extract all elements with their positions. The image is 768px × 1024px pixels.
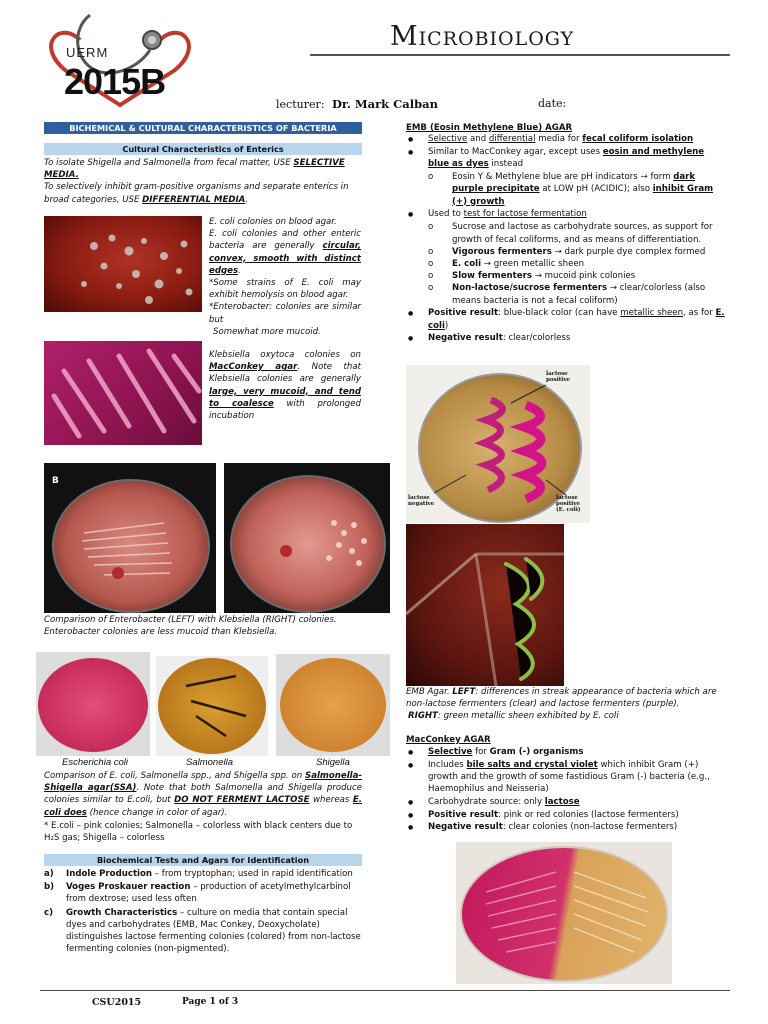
footer-code: CSU2015 — [92, 997, 142, 1008]
mac-item-negative: ● Negative result: clear colonies (non-lactose fermenters) — [406, 821, 728, 833]
ecoli-plate-photo — [36, 652, 150, 756]
page-number: Page 1 of 3 — [182, 997, 239, 1007]
biochemical-tests-list — [44, 868, 362, 956]
emb-sub-item-indicator: o Eosin Y & Methylene blue are pH indicators → form dark purple precipitate at LOW pH (ACIDIC); also inhibit Gram (+) growth — [428, 171, 728, 208]
macconkey-heading: MacConkey AGAR — [406, 735, 491, 745]
lecturer-name: Dr. Mark Calban — [331, 97, 438, 111]
metallic-sheen-graphic — [406, 524, 564, 686]
label-lactose-positive: lactose positive — [546, 371, 571, 384]
emb-item-selective: ● Selective and differential media for fecal coliform isolation — [406, 133, 728, 145]
emb-heading: EMB (Eosin Methylene Blue) AGAR — [406, 123, 573, 133]
blood-agar-photo — [44, 216, 202, 312]
mucoid-colonies-graphic — [224, 463, 390, 613]
ssa-summary: * E.coli – pink colonies; Salmonella – colorless with black centers due to H₂S gas; Shigella – colorless — [44, 821, 353, 844]
klebsiella-dish-photo — [224, 463, 390, 613]
emb-item-similar: ● Similar to MacConkey agar, except uses eosin and methylene blue as dyes instead o Eosin Y & Methylene blue are pH indicators → form dark purple precipitate at LOW pH (ACIDIC); also inhibit Gram (+) growth — [406, 146, 728, 208]
section-title-bar: BICHEMICAL & CULTURAL CHARACTERISTICS OF BACTERIA — [44, 122, 362, 134]
footer-divider — [40, 990, 730, 991]
emb-item-positive: ● Positive result: blue-black color (can have metallic sheen, as for E. coli) — [406, 307, 728, 331]
ecoli-line-4: *Enterobacter: colonies are similar but — [209, 302, 361, 325]
photo-label-b: B — [52, 476, 59, 486]
shigella-plate-photo — [276, 654, 390, 756]
page-title: Microbiology — [390, 21, 575, 52]
mac-item-positive: ● Positive result: pink or red colonies (lactose fermenters) — [406, 809, 728, 821]
colonies-graphic — [44, 216, 202, 312]
intro-paragraph — [44, 157, 362, 206]
test-item-voges: b) Voges Proskauer reaction – production of acetylmethylcarbinol from dextrose; used less often — [44, 882, 351, 905]
label-lactose-positive-ecoli: lactose positive (E. coli) — [556, 495, 581, 514]
emb-lactose-photo — [406, 365, 590, 523]
emb-sub-item: o Vigorous fermenters → dark purple dye complex formed — [428, 246, 728, 258]
emb-sub-fermentation — [428, 221, 728, 306]
emb-item-negative: ● Negative result: clear/colorless — [406, 332, 728, 344]
plate-label-ecoli: Escherichia coli — [62, 757, 128, 768]
ecoli-line-5: Somewhat more mucoid. — [213, 326, 321, 337]
emb-list — [406, 133, 728, 345]
lecturer-label: lecturer: — [276, 98, 325, 111]
macconkey-list — [406, 746, 728, 834]
ecoli-description — [209, 216, 361, 338]
black-center-colonies-graphic — [156, 656, 268, 756]
shigella-plate — [280, 658, 386, 752]
salmonella-plate-photo — [156, 656, 268, 756]
emb-sub-item: o Non-lactose/sucrose fermenters → clear/colorless (also means bacteria is not a fecal coliform) — [428, 282, 728, 306]
emb-sub-item: o Slow fermenters → mucoid pink colonies — [428, 270, 728, 282]
ecoli-line-2: E. coli colonies and other enteric bacteria are generally circular, convex, smooth with distinct edges. — [209, 229, 361, 276]
macconkey-streaks-graphic — [456, 842, 672, 984]
klebsiella-photo — [44, 341, 202, 445]
emb-sub-item: o E. coli → green metallic sheen — [428, 258, 728, 270]
cultural-characteristics-heading: Cultural Characteristics of Enterics — [44, 143, 362, 155]
test-item-indole: a) Indole Production – from tryptophan; used in rapid identification — [44, 869, 353, 879]
biochemical-tests-heading: Biochemical Tests and Agars for Identification — [44, 854, 362, 866]
date-label: date: — [538, 97, 567, 110]
klebsiella-description: Klebsiella oxytoca colonies on MacConkey agar. Note that Klebsiella colonies are generally large, very mucoid, and tend to coalesce with prolonged incubation — [209, 350, 362, 422]
logo-text-uerm: UERM — [66, 45, 109, 60]
emb-green-sheen-photo — [406, 524, 564, 686]
mac-item-bile: ● Includes bile salts and crystal violet which inhibit Gram (+) growth and the growth of some fastidious Gram (-) bacteria (e.g., Haemophilus and Neisseria) — [406, 759, 728, 796]
mac-item-selective: ● Selective for Gram (-) organisms — [406, 746, 728, 758]
macconkey-plate-photo — [456, 842, 672, 984]
emb-item-lactose: ● Used to test for lactose fermentation o Sucrose and lactose as carbohydrate sources, as support for growth of fecal coliforms, and as means of differentiation. o Vigorous fermenters → dark purple dye complex formed o E. coli → green metallic sheen o Slow fermenters → mucoid pink colonies o Non-lactose/sucrose fermenters → clear/colorless (also means bacteria is not a fecal coliform) — [406, 208, 728, 307]
intro-line-1: To isolate Shigella and Salmonella from fecal matter, USE SELECTIVE MEDIA. — [44, 158, 345, 181]
intro-line-2: To selectively inhibit gram-positive organisms and separate enterics in broad categories, USE DIFFERENTIAL MEDIA. — [44, 182, 349, 205]
mucoid-streaks-graphic — [44, 341, 202, 445]
emb-sub-indicators — [428, 171, 728, 208]
streak-graphic — [44, 463, 216, 613]
ssa-caption: Comparison of E. coli, Salmonella spp., and Shigella spp. on Salmonella-Shigella agar(SSA). Note that both Salmonella and Shigella produce colonies similar to E.coli, but DO NOT FERMENT LACTOSE whereas E. coli does (hence change in color of agar). — [44, 771, 363, 818]
ecoli-line-1: E. coli colonies on blood agar. — [209, 217, 337, 227]
mac-item-carbohydrate: ● Carbohydrate source: only lactose — [406, 796, 728, 808]
enterobacter-photo — [44, 463, 216, 613]
plate-label-salmonella: Salmonella — [186, 757, 233, 768]
label-lactose-negative: lactose negative — [408, 495, 435, 508]
emb-sub-item: o Sucrose and lactose as carbohydrate sources, as support for growth of fecal coliforms, and as means of differentiation. — [428, 221, 728, 245]
logo-text-year: 2015B — [64, 61, 166, 102]
plate-label-shigella: Shigella — [316, 757, 350, 768]
title-divider — [310, 54, 730, 56]
ecoli-plate — [38, 658, 148, 752]
emb-caption: EMB Agar. LEFT: differences in streak appearance of bacteria which are non-lactose fermenters (clear) and lactose fermenters (purple). RIGHT: green metallic sheen exhibited by E. coli — [406, 687, 717, 722]
ecoli-line-3: *Some strains of E. coli may exhibit hemolysis on blood agar. — [209, 278, 361, 301]
test-item-growth: c) Growth Characteristics – culture on media that contain special dyes and carbohydrates (EMB, Mac Conkey, Deoxycholate) distinguishes lactose fermenting colonies (colored) from non-lactose fermenting colonies (non-pigmented). — [44, 907, 361, 955]
comparison-caption: Comparison of Enterobacter (LEFT) with Klebsiella (RIGHT) colonies. Enterobacter colonies are less mucoid than Klebsiella. — [44, 615, 337, 638]
lecturer-row — [276, 96, 438, 113]
